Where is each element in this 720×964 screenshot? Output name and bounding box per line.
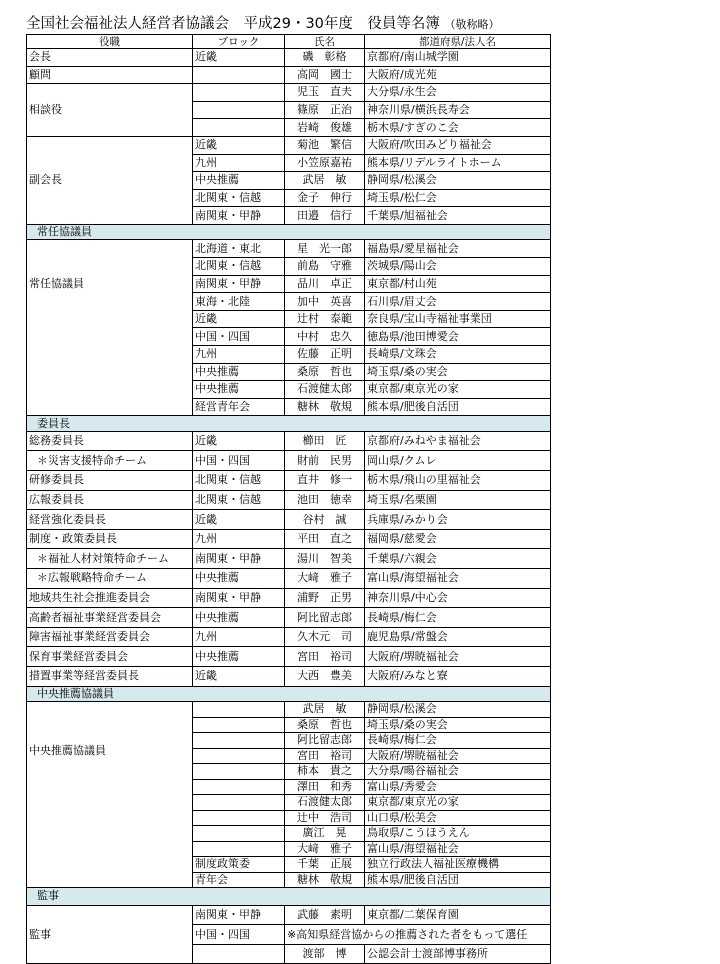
table-row (27, 608, 551, 628)
name-cell: 柿本 貴之 (285, 764, 365, 780)
block-cell (193, 733, 285, 749)
block-cell: 北海道・東北 (193, 240, 285, 258)
name-cell: 宮田 裕司 (285, 647, 365, 667)
org-cell: 大阪府/成光苑 (365, 66, 551, 84)
name-cell: 辻村 泰範 (285, 310, 365, 328)
block-cell: 南関東・甲静 (193, 275, 285, 293)
name-cell: 直井 修一 (285, 471, 365, 491)
role-cell: 研修委員長 (27, 471, 193, 491)
org-cell: 京都府/南山城学園 (365, 49, 551, 67)
header-role: 役職 (27, 35, 193, 49)
name-cell: 廣江 晃 (285, 826, 365, 842)
block-cell (193, 764, 285, 780)
org-cell: 大阪府/堺暁福祉会 (365, 748, 551, 764)
role-cell: 常任協議員 (27, 240, 193, 416)
org-cell: 長崎県/文珠会 (365, 346, 551, 364)
name-cell: 武居 敏 (285, 172, 365, 190)
table-row (27, 905, 551, 925)
block-cell: 北関東・信越 (193, 471, 285, 491)
block-cell: 南関東・甲静 (193, 588, 285, 608)
block-cell: 中国・四国 (193, 925, 285, 945)
block-cell (193, 717, 285, 733)
name-cell: 渡部 博 (285, 944, 365, 964)
table-row (27, 702, 551, 718)
role-cell: 制度・政策委員長 (27, 529, 193, 549)
block-cell: 近畿 (193, 49, 285, 67)
name-cell: 桑原 哲也 (285, 717, 365, 733)
org-cell: 長崎県/梅仁会 (365, 608, 551, 628)
name-cell: 大﨑 雅子 (285, 569, 365, 589)
org-cell: 静岡県/松溪会 (365, 702, 551, 718)
role-cell: ＊広報戦略特命チーム (27, 569, 193, 589)
org-cell: 鳥取県/こうほうえん (365, 826, 551, 842)
table-row (27, 627, 551, 647)
block-cell: 南関東・甲静 (193, 549, 285, 569)
block-cell (193, 84, 285, 102)
note-cell: ※高知県経営協からの推薦された者をもって選任 (285, 925, 551, 945)
block-cell: 経営青年会 (193, 398, 285, 416)
table-row (27, 431, 551, 451)
block-cell: 中央推薦 (193, 363, 285, 381)
section-heading: 委員長 (27, 416, 551, 432)
role-cell: 副会長 (27, 136, 193, 224)
org-cell: 石川県/眉丈会 (365, 293, 551, 311)
name-cell: 糖林 敬規 (285, 398, 365, 416)
section-heading: 常任協議員 (27, 224, 551, 240)
block-cell (193, 944, 285, 964)
block-cell (193, 101, 285, 119)
name-cell: 石渡健太郎 (285, 381, 365, 399)
section-heading: 中央推薦協議員 (27, 686, 551, 702)
org-cell: 東京都/二葉保育園 (365, 905, 551, 925)
block-cell: 近畿 (193, 431, 285, 451)
section-row (27, 224, 551, 240)
block-cell: 近畿 (193, 510, 285, 530)
name-cell: 前島 守雅 (285, 258, 365, 276)
table-row (27, 510, 551, 530)
org-cell: 福岡県/慈愛会 (365, 529, 551, 549)
section-row (27, 888, 551, 906)
name-cell: 加中 英喜 (285, 293, 365, 311)
officer-table (26, 34, 551, 964)
org-cell: 栃木県/すぎのこ会 (365, 119, 551, 137)
table-row (27, 569, 551, 589)
org-cell: 徳島県/池田博愛会 (365, 328, 551, 346)
name-cell: 武藤 素明 (285, 905, 365, 925)
block-cell: 南関東・甲静 (193, 207, 285, 225)
block-cell: 北関東・信越 (193, 189, 285, 207)
name-cell: 岩崎 俊雄 (285, 119, 365, 137)
header-org: 都道府県/法人名 (365, 35, 551, 49)
org-cell: 東京都/東京光の家 (365, 795, 551, 811)
org-cell: 静岡県/松溪会 (365, 172, 551, 190)
name-cell: 澤田 和秀 (285, 779, 365, 795)
block-cell (193, 841, 285, 857)
name-cell: 星 光一郎 (285, 240, 365, 258)
table-row (27, 66, 551, 84)
table-row (27, 647, 551, 667)
org-cell: 富山県/海望福祉会 (365, 569, 551, 589)
name-cell: 阿比留志郎 (285, 608, 365, 628)
block-cell: 中国・四国 (193, 328, 285, 346)
org-cell: 兵庫県/みかり会 (365, 510, 551, 530)
name-cell: 金子 伸行 (285, 189, 365, 207)
section-row (27, 416, 551, 432)
org-cell: 独立行政法人福祉医療機構 (365, 857, 551, 873)
table-row (27, 471, 551, 491)
org-cell: 長崎県/梅仁会 (365, 733, 551, 749)
block-cell: 東海・北陸 (193, 293, 285, 311)
block-cell (193, 826, 285, 842)
table-row (27, 588, 551, 608)
org-cell: 熊本県/リデルライトホーム (365, 154, 551, 172)
org-cell: 埼玉県/桑の実会 (365, 363, 551, 381)
role-cell: ＊災害支援特命チーム (27, 451, 193, 471)
role-cell: 高齢者福祉事業経営委員会 (27, 608, 193, 628)
org-cell: 埼玉県/松仁会 (365, 189, 551, 207)
title-text: 全国社会福祉法人経営者協議会 平成29・30年度 役員等名簿 (26, 16, 440, 32)
block-cell: 近畿 (193, 310, 285, 328)
block-cell: 九州 (193, 529, 285, 549)
block-cell (193, 66, 285, 84)
block-cell: 北関東・信越 (193, 490, 285, 510)
role-cell: 顧問 (27, 66, 193, 84)
name-cell: 池田 徳幸 (285, 490, 365, 510)
header-name: 氏名 (285, 35, 365, 49)
role-cell: 地域共生社会推進委員会 (27, 588, 193, 608)
header-block: ブロック (193, 35, 285, 49)
block-cell: 九州 (193, 627, 285, 647)
table-row (27, 84, 551, 102)
name-cell: 小笠原嘉祐 (285, 154, 365, 172)
name-cell: 高岡 國士 (285, 66, 365, 84)
org-cell: 千葉県/六親会 (365, 549, 551, 569)
org-cell: 大分県/永生会 (365, 84, 551, 102)
name-cell: 財前 民男 (285, 451, 365, 471)
page-title (26, 12, 500, 33)
name-cell: 宮田 裕司 (285, 748, 365, 764)
block-cell: 中央推薦 (193, 608, 285, 628)
name-cell: 谷村 誠 (285, 510, 365, 530)
name-cell: 田邉 信行 (285, 207, 365, 225)
name-cell: 菊池 繁信 (285, 136, 365, 154)
role-cell: 相談役 (27, 84, 193, 137)
org-cell: 神奈川県/中心会 (365, 588, 551, 608)
name-cell: 武居 敏 (285, 702, 365, 718)
role-cell: 広報委員長 (27, 490, 193, 510)
table-row (27, 240, 551, 258)
org-cell: 熊本県/肥後自活団 (365, 398, 551, 416)
name-cell: 児玉 直夫 (285, 84, 365, 102)
block-cell (193, 810, 285, 826)
table-row (27, 49, 551, 67)
block-cell: 中央推薦 (193, 172, 285, 190)
role-cell: 監事 (27, 905, 193, 964)
block-cell: 制度政策委 (193, 857, 285, 873)
block-cell (193, 702, 285, 718)
block-cell (193, 795, 285, 811)
name-cell: 磯 彰格 (285, 49, 365, 67)
name-cell: 桑原 哲也 (285, 363, 365, 381)
role-cell: 障害福祉事業経営委員会 (27, 627, 193, 647)
org-cell: 大分県/暘谷福祉会 (365, 764, 551, 780)
name-cell: 平田 直之 (285, 529, 365, 549)
org-cell: 奈良県/宝山寺福祉事業団 (365, 310, 551, 328)
block-cell (193, 119, 285, 137)
table-row (27, 549, 551, 569)
org-cell: 東京都/東京光の家 (365, 381, 551, 399)
name-cell: 佐藤 正明 (285, 346, 365, 364)
name-cell: 大西 豊美 (285, 667, 365, 687)
name-cell: 浦野 正男 (285, 588, 365, 608)
org-cell: 大阪府/堺暁福祉会 (365, 647, 551, 667)
table-row (27, 529, 551, 549)
name-cell: 中村 忠久 (285, 328, 365, 346)
org-cell: 富山県/海望福祉会 (365, 841, 551, 857)
role-cell: 会長 (27, 49, 193, 67)
header-row (27, 35, 551, 49)
org-cell: 公認会計士渡部博事務所 (365, 944, 551, 964)
block-cell: 青年会 (193, 872, 285, 888)
role-cell: ＊福祉人材対策特命チーム (27, 549, 193, 569)
name-cell: 久木元 司 (285, 627, 365, 647)
org-cell: 岡山県/クムレ (365, 451, 551, 471)
name-cell: 品川 卓正 (285, 275, 365, 293)
org-cell: 神奈川県/横浜長寿会 (365, 101, 551, 119)
block-cell: 近畿 (193, 667, 285, 687)
block-cell: 北関東・信越 (193, 258, 285, 276)
org-cell: 大阪府/みなと寮 (365, 667, 551, 687)
table-row (27, 667, 551, 687)
table-row (27, 136, 551, 154)
block-cell: 中央推薦 (193, 569, 285, 589)
section-row (27, 686, 551, 702)
block-cell: 南関東・甲静 (193, 905, 285, 925)
org-cell: 大阪府/吹田みどり福祉会 (365, 136, 551, 154)
block-cell: 中国・四国 (193, 451, 285, 471)
org-cell: 富山県/秀愛会 (365, 779, 551, 795)
name-cell: 千葉 正展 (285, 857, 365, 873)
block-cell (193, 748, 285, 764)
section-heading: 監事 (27, 888, 551, 906)
name-cell: 阿比留志郎 (285, 733, 365, 749)
role-cell: 総務委員長 (27, 431, 193, 451)
role-cell: 措置事業等経営委員長 (27, 667, 193, 687)
name-cell: 石渡健太郎 (285, 795, 365, 811)
name-cell: 辻中 浩司 (285, 810, 365, 826)
block-cell: 中央推薦 (193, 381, 285, 399)
org-cell: 鹿児島県/常盤会 (365, 627, 551, 647)
name-cell: 大﨑 雅子 (285, 841, 365, 857)
role-cell: 経営強化委員長 (27, 510, 193, 530)
role-cell: 中央推薦協議員 (27, 702, 193, 888)
org-cell: 山口県/松美会 (365, 810, 551, 826)
name-cell: 湯川 智美 (285, 549, 365, 569)
org-cell: 千葉県/旭福祉会 (365, 207, 551, 225)
org-cell: 埼玉県/名栗園 (365, 490, 551, 510)
role-cell: 保育事業経営委員会 (27, 647, 193, 667)
org-cell: 栃木県/飛山の里福祉会 (365, 471, 551, 491)
table-row (27, 451, 551, 471)
org-cell: 京都府/みねやま福祉会 (365, 431, 551, 451)
org-cell: 東京都/村山苑 (365, 275, 551, 293)
title-note: （敬称略） (444, 18, 500, 31)
name-cell: 篠原 正治 (285, 101, 365, 119)
name-cell: 糖林 敬規 (285, 872, 365, 888)
org-cell: 福島県/愛星福祉会 (365, 240, 551, 258)
block-cell: 九州 (193, 346, 285, 364)
org-cell: 茨城県/陽山会 (365, 258, 551, 276)
org-cell: 熊本県/肥後自活団 (365, 872, 551, 888)
block-cell (193, 779, 285, 795)
org-cell: 埼玉県/桑の実会 (365, 717, 551, 733)
name-cell: 櫛田 匠 (285, 431, 365, 451)
table-row (27, 490, 551, 510)
block-cell: 中央推薦 (193, 647, 285, 667)
block-cell: 近畿 (193, 136, 285, 154)
block-cell: 九州 (193, 154, 285, 172)
